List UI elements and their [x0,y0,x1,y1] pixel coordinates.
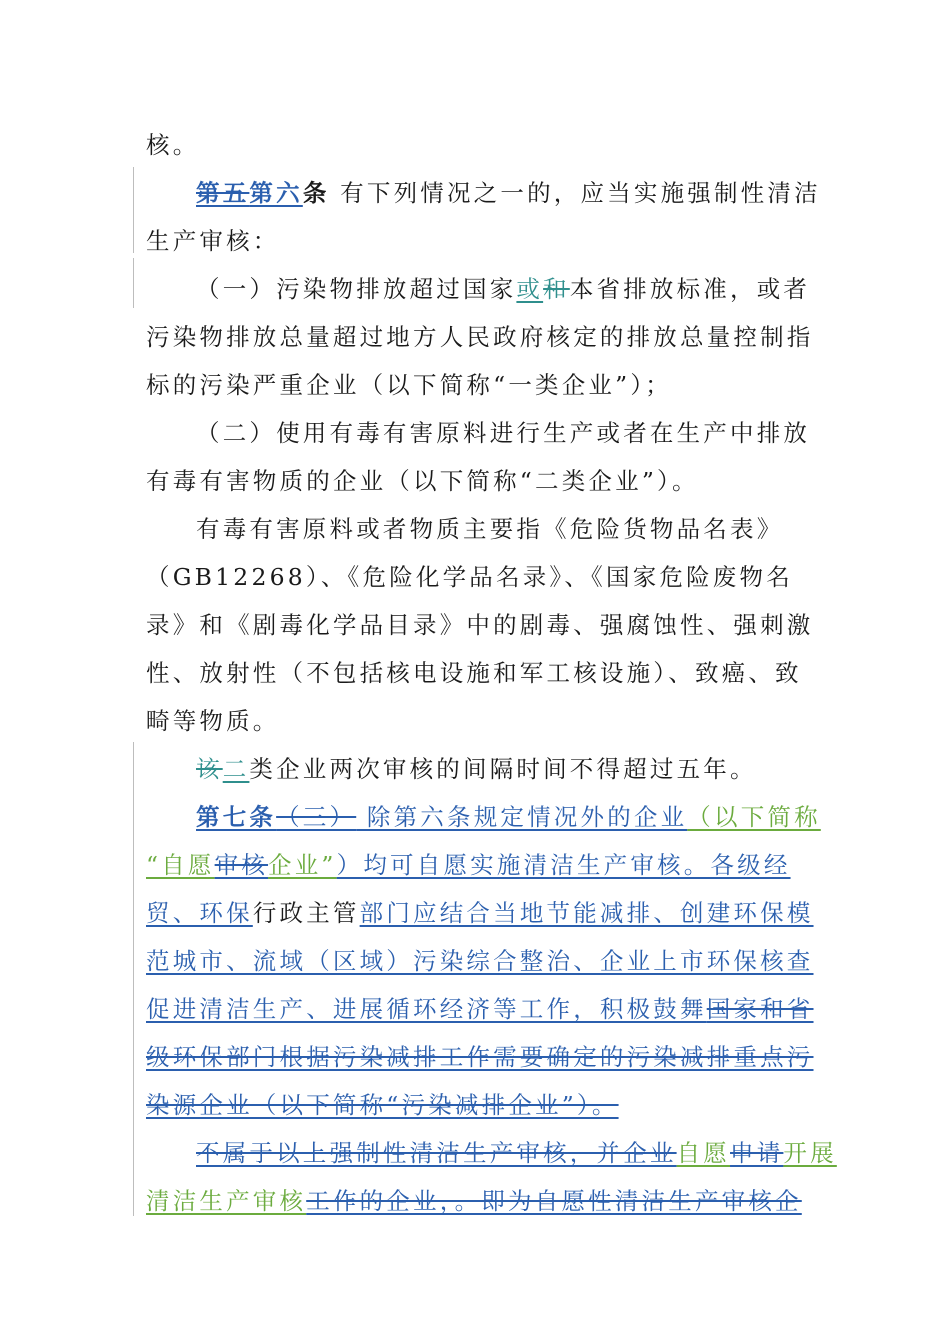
deleted-text: 染源企业（以下简称“污染减排企业”）。 [146,1091,619,1119]
paragraph-line [146,850,810,880]
deleted-text: 该 [196,755,223,783]
inserted-text: 促进清洁生产、进展循环经济等工作，积极鼓舞 [146,995,707,1023]
deleted-text: 级环保部门根据污染减排工作需要确定的污染减排重点污 [146,1043,814,1071]
item-2 [196,418,810,448]
paragraph-line [146,946,814,976]
inserted-text: 部门应结合当地节能减排、创建环保模 [359,899,814,927]
paragraph-line [146,562,810,592]
paragraph-line [146,1090,810,1120]
text: 生产审核： [146,227,280,255]
deleted-text: 工作的企业，。即为自愿性清洁生产审核企 [306,1187,802,1215]
inserted-text: 范城市、流域（区域）污染综合整治、企业上市环保核查 [146,947,814,975]
article-7-heading [196,802,821,832]
inserted-text: 二 [222,755,250,783]
text: 有毒有害物质的企业（以下简称“二类企业”）。 [146,467,699,495]
deleted-text: 申请 [730,1139,784,1167]
paragraph-line [146,994,814,1024]
deleted-text: 审核 [214,851,269,879]
paragraph-line [146,130,810,160]
text: 类企业两次审核的间隔时间不得超过五年。 [249,755,757,783]
text: 污染物排放总量超过地方人民政府核定的排放总量控制指 [146,323,814,351]
paragraph-line [146,226,810,256]
inserted-text: 贸、环保 [146,899,253,927]
paragraph-line [146,466,810,496]
inserted-text: （以下简称 [687,803,821,831]
paragraph-line [146,1186,810,1216]
article-6-heading [196,178,821,208]
change-bar [133,167,134,253]
inserted-text: 清洁生产审核 [146,1187,307,1215]
paragraph-line [146,610,814,640]
text: 畸等物质。 [146,707,280,735]
inserted-text: 自愿 [676,1139,731,1167]
text: 核。 [146,131,200,159]
inserted-text: 企业” [268,851,337,879]
change-bar [133,258,134,308]
paragraph-line [196,754,810,784]
text: 本省排放标准，或者 [569,275,811,303]
text: 录》和《剧毒化学品目录》中的剧毒、强腐蚀性、强刺激 [146,611,814,639]
article-title: 第七条 [196,803,277,831]
deleted-text: 和 [543,275,570,303]
article-suffix: 条 [302,179,330,207]
change-bar [133,742,134,1216]
text: 性、放射性（不包括核电设施和军工核设施）、致癌、致 [146,659,802,687]
paragraph-line [146,706,810,736]
deleted-text: （三） [276,803,357,831]
item-1 [196,274,810,304]
inserted-text: ）均可自愿实施清洁生产审核。各级经 [336,851,791,879]
paragraph-line [146,1042,814,1072]
inserted-text: 除第六条规定情况外的企业 [356,803,688,831]
text: （一）污染物排放超过国家 [196,275,517,303]
text: 标的污染严重企业（以下简称“一类企业”）； [146,371,672,399]
deleted-text: 第五 [196,179,250,207]
text: 有毒有害原料或者物质主要指《危险货物品名表》 [196,515,784,543]
paragraph-line [146,370,810,400]
inserted-text: “自愿 [146,851,215,879]
text: （二）使用有毒有害原料进行生产或者在生产中排放 [196,419,811,447]
inserted-text: 或 [516,275,544,303]
inserted-text: 第六 [249,179,303,207]
text: 行政主管 [252,899,360,927]
deleted-text: 国家和省 [706,995,814,1023]
text: 有下列情况之一的，应当实施强制性清洁 [329,179,821,207]
deleted-text: 不属于以上强制性清洁生产审核，并企业 [196,1139,677,1167]
paragraph-line [196,514,810,544]
paragraph-line [146,898,814,928]
paragraph-line [146,322,814,352]
inserted-text: 开展 [783,1139,837,1167]
paragraph-line [196,1138,837,1168]
paragraph-line [146,658,810,688]
text: （GB12268）、《危险化学品名录》、《国家危险废物名 [146,563,793,591]
